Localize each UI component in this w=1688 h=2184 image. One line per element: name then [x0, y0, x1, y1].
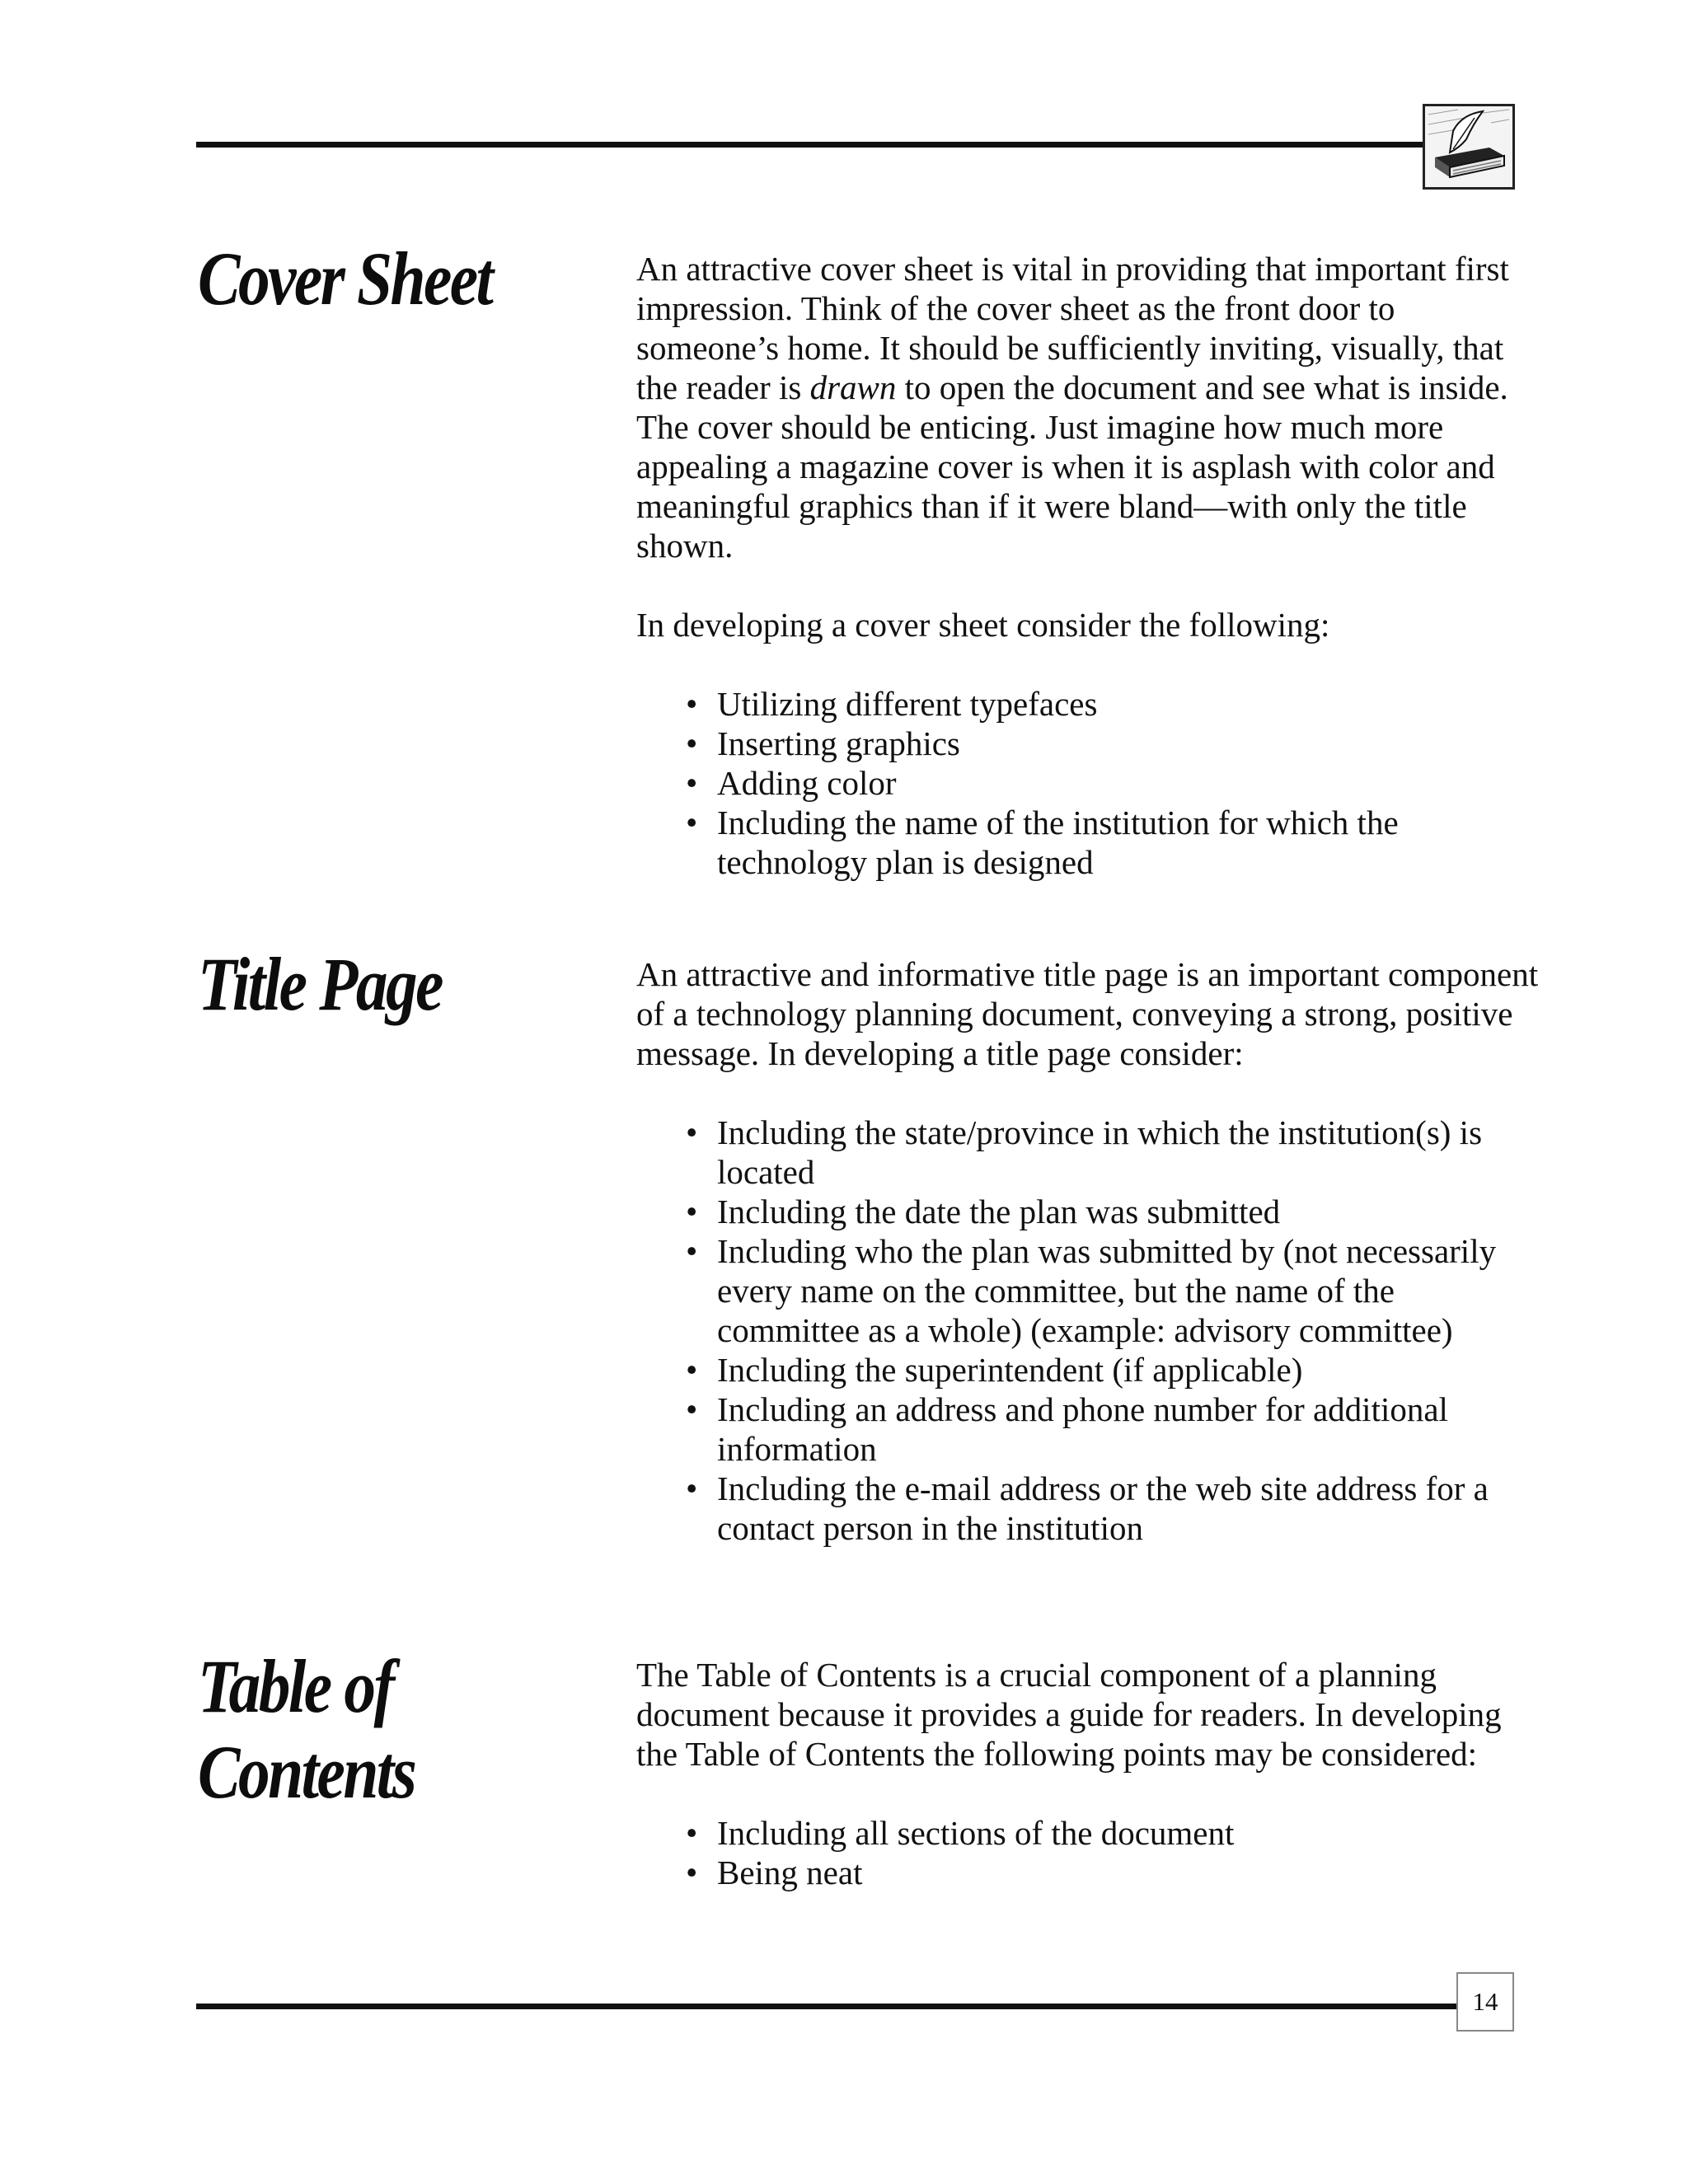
list-item: • Including all sections of the document [636, 1813, 1543, 1853]
list-item: • Including the superintendent (if applicable) [636, 1350, 1543, 1390]
list-item: • Including an address and phone number for additional information [636, 1390, 1543, 1469]
title-page-paragraph: An attractive and informative title page is an important component of a technology planning document, conveying a strong, positive message. In developing a title page consider: [636, 955, 1539, 1072]
list-item: • Including the date the plan was submitted [636, 1192, 1543, 1231]
list-item: • Including the name of the institution for which the technology plan is designed [636, 803, 1543, 882]
section-title-title-page: Title Page [198, 942, 442, 1026]
section-body-table-of-contents [636, 1655, 1543, 1892]
footer-rule [196, 2004, 1457, 2009]
list-item: • Utilizing different typefaces [636, 684, 1543, 724]
section-body-cover-sheet [636, 249, 1543, 882]
title-line: Table of [198, 1644, 393, 1728]
list-item: • Being neat [636, 1853, 1543, 1892]
table-of-contents-paragraph: The Table of Contents is a crucial component of a planning document because it provides a guide for readers. In developing the Table of Contents the following points may be considered: [636, 1656, 1502, 1773]
section-body-title-page [636, 954, 1543, 1548]
list-item: • Including the e-mail address or the web site address for a contact person in the institution [636, 1469, 1543, 1548]
cover-sheet-bullet-list [636, 684, 1543, 882]
section-title-table-of-contents [198, 1643, 415, 1815]
table-of-contents-bullet-list [636, 1813, 1543, 1892]
list-item: • Including the state/province in which the institution(s) is located [636, 1113, 1543, 1192]
title-page-bullet-list [636, 1113, 1543, 1548]
list-item: • Including who the plan was submitted by (not necessarily every name on the committee, but the name of the committee as a whole) (example: advisory committee) [636, 1231, 1543, 1350]
list-item: • Adding color [636, 763, 1543, 803]
cover-sheet-paragraph: An attractive cover sheet is vital in providing that important first impression. Think of the cover sheet as the front door to someone’s home. It should be sufficiently inviting, visually, that the reader is drawn to open the document and see what is inside. The cover should be enticing. Just imagine how much more appealing a magazine cover is when it is asplash with color and meaningful graphics than if it were bland—with only the title shown. [636, 250, 1509, 565]
header-rule [196, 142, 1431, 148]
cover-sheet-intro: In developing a cover sheet consider the following: [636, 606, 1330, 644]
page-number: 14 [1456, 1972, 1514, 2032]
book-and-quill-icon [1423, 104, 1515, 190]
title-line: Contents [198, 1730, 415, 1814]
emphasis-text: drawn [809, 368, 897, 406]
list-item: • Inserting graphics [636, 724, 1543, 763]
section-title-cover-sheet: Cover Sheet [198, 237, 492, 321]
